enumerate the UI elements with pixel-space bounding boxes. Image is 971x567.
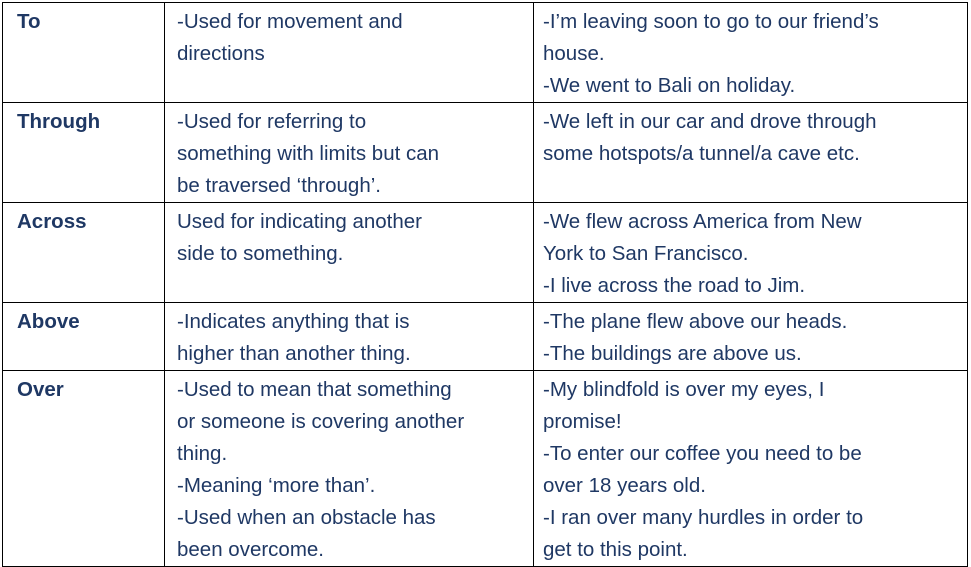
table-row <box>3 103 968 203</box>
preposition-word: To <box>17 10 41 33</box>
example-line: -I live across the road to Jim. <box>543 274 806 297</box>
usage-line: higher than another thing. <box>177 342 411 365</box>
usage-line: been overcome. <box>177 538 325 561</box>
usage-line: -Used to mean that something <box>177 378 452 401</box>
example-cell <box>534 103 968 203</box>
example-line: -To enter our coffee you need to be <box>543 442 862 465</box>
preposition-table <box>2 2 968 567</box>
usage-line: Used for indicating another <box>177 210 423 233</box>
usage-line: thing. <box>177 442 228 465</box>
usage-line: -Indicates anything that is <box>177 310 410 333</box>
usage-cell <box>165 303 534 371</box>
preposition-word: Over <box>17 378 64 401</box>
example-line: -The buildings are above us. <box>543 342 802 365</box>
table-row <box>3 371 968 567</box>
preposition-cell <box>3 3 165 103</box>
example-cell <box>534 203 968 303</box>
example-line: -I’m leaving soon to go to our friend’s <box>543 10 879 33</box>
table-row <box>3 3 968 103</box>
preposition-word: Through <box>17 110 101 133</box>
usage-cell <box>165 371 534 567</box>
example-line: some hotspots/a tunnel/a cave etc. <box>543 142 860 165</box>
example-line: -We flew across America from New <box>543 210 862 233</box>
usage-line: something with limits but can <box>177 142 440 165</box>
preposition-cell <box>3 103 165 203</box>
usage-line: or someone is covering another <box>177 410 465 433</box>
preposition-cell <box>3 203 165 303</box>
example-cell <box>534 303 968 371</box>
example-line: -My blindfold is over my eyes, I <box>543 378 825 401</box>
example-line: promise! <box>543 410 622 433</box>
usage-line: directions <box>177 42 265 65</box>
example-line: house. <box>543 42 605 65</box>
example-line: -The plane flew above our heads. <box>543 310 848 333</box>
preposition-word: Above <box>17 310 80 333</box>
usage-line: -Meaning ‘more than’. <box>177 474 376 497</box>
example-line: -We went to Bali on holiday. <box>543 74 796 97</box>
table-row <box>3 303 968 371</box>
usage-line: be traversed ‘through’. <box>177 174 381 197</box>
usage-cell <box>165 103 534 203</box>
usage-cell <box>165 203 534 303</box>
example-cell <box>534 371 968 567</box>
usage-line: -Used for referring to <box>177 110 367 133</box>
example-line: over 18 years old. <box>543 474 706 497</box>
usage-line: side to something. <box>177 242 344 265</box>
table-row <box>3 203 968 303</box>
example-line: -We left in our car and drove through <box>543 110 877 133</box>
usage-line: -Used for movement and <box>177 10 403 33</box>
usage-cell <box>165 3 534 103</box>
example-line: York to San Francisco. <box>543 242 749 265</box>
example-cell <box>534 3 968 103</box>
example-line: get to this point. <box>543 538 688 561</box>
preposition-cell <box>3 303 165 371</box>
example-line: -I ran over many hurdles in order to <box>543 506 864 529</box>
preposition-cell <box>3 371 165 567</box>
preposition-word: Across <box>17 210 87 233</box>
usage-line: -Used when an obstacle has <box>177 506 436 529</box>
